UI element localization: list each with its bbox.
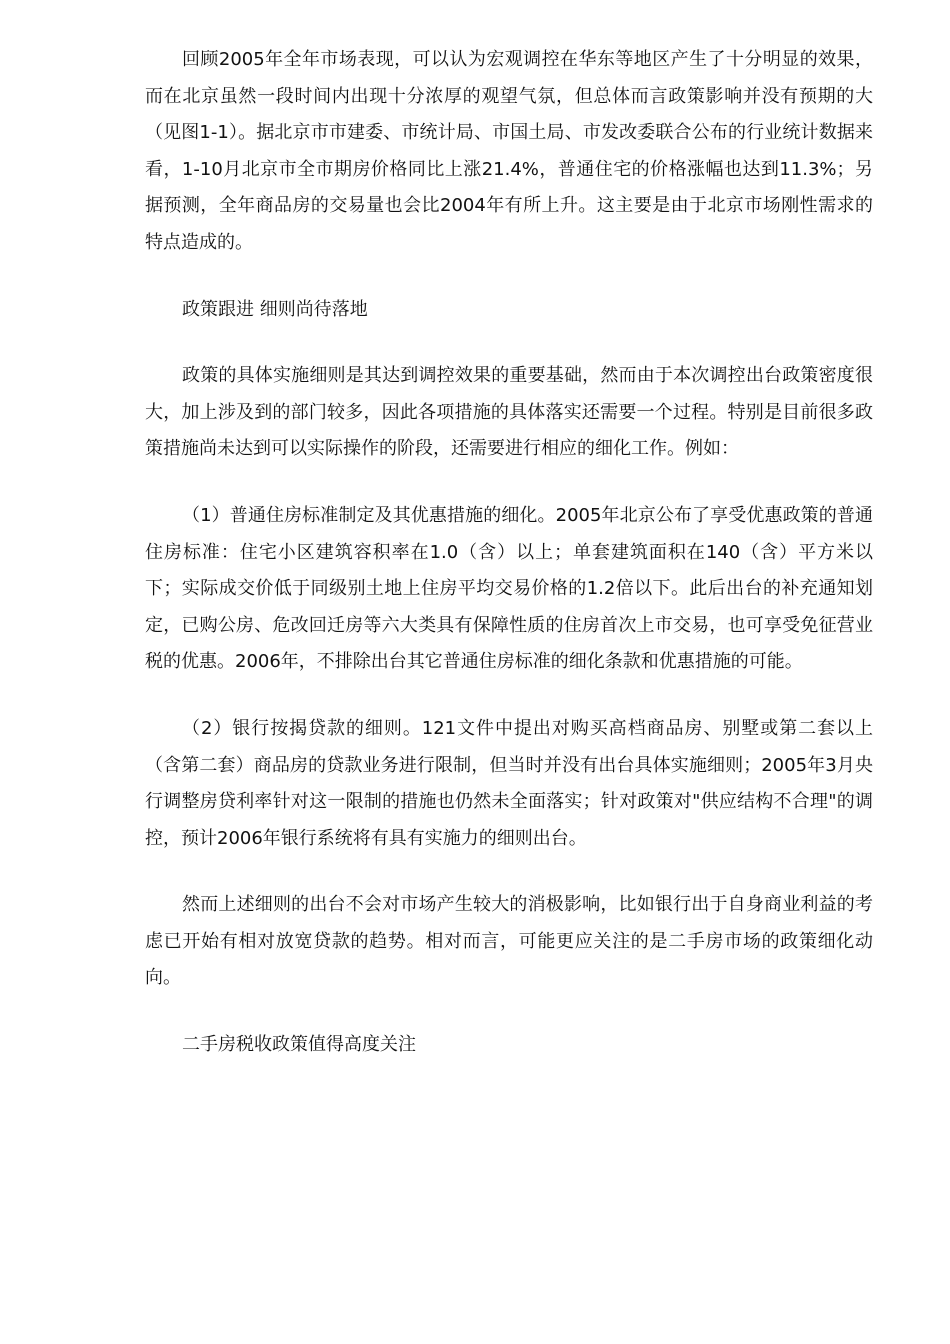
document-body <box>145 42 873 1094</box>
section-heading-second-hand-tax: 二手房税收政策值得高度关注 <box>182 1034 416 1056</box>
paragraph-market-review: 回顾2005年全年市场表现，可以认为宏观调控在华东等地区产生了十分明显的效果，而在北京虽然一段时间内出现十分浓厚的观望气氛，但总体而言政策影响并没有预期的大（见图1-1）。据北京市市建委、市统计局、市国土局、市发改委联合公布的行业统计数据来看，1-10月北京市全市期房价格同比上涨21.4%，普通住宅的价格涨幅也达到11.3%；另据预测，全年商品房的交易量也会比2004年有所上升。这主要是由于北京市场刚性需求的特点造成的。 <box>145 49 873 253</box>
section-heading-policy-follow-up: 政策跟进 细则尚待落地 <box>182 298 368 320</box>
paragraph-policy-details: 政策的具体实施细则是其达到调控效果的重要基础，然而由于本次调控出台政策密度很大，加上涉及到的部门较多，因此各项措施的具体落实还需要一个过程。特别是目前很多政策措施尚未达到可以实际操作的阶段，还需要进行相应的细化工作。例如： <box>145 365 873 460</box>
paragraph-market-impact: 然而上述细则的出台不会对市场产生较大的消极影响，比如银行出于自身商业利益的考虑已开始有相对放宽贷款的趋势。相对而言，可能更应关注的是二手房市场的政策细化动向。 <box>145 894 873 989</box>
list-item-bank-mortgage: （2）银行按揭贷款的细则。121文件中提出对购买高档商品房、别墅或第二套以上（含第二套）商品房的贷款业务进行限制，但当时并没有出台具体实施细则；2005年3月央行调整房贷利率针对这一限制的措施也仍然未全面落实；针对政策对"供应结构不合理"的调控，预计2006年银行系统将有具有实施力的细则出台。 <box>145 717 873 849</box>
list-item-housing-standard: （1）普通住房标准制定及其优惠措施的细化。2005年北京公布了享受优惠政策的普通住房标准：住宅小区建筑容积率在1.0（含）以上；单套建筑面积在140（含）平方米以下；实际成交价低于同级别土地上住房平均交易价格的1.2倍以下。此后出台的补充通知划定，已购公房、危改回迁房等六大类具有保障性质的住房首次上市交易，也可享受免征营业税的优惠。2006年，不排除出台其它普通住房标准的细化条款和优惠措施的可能。 <box>145 504 873 673</box>
